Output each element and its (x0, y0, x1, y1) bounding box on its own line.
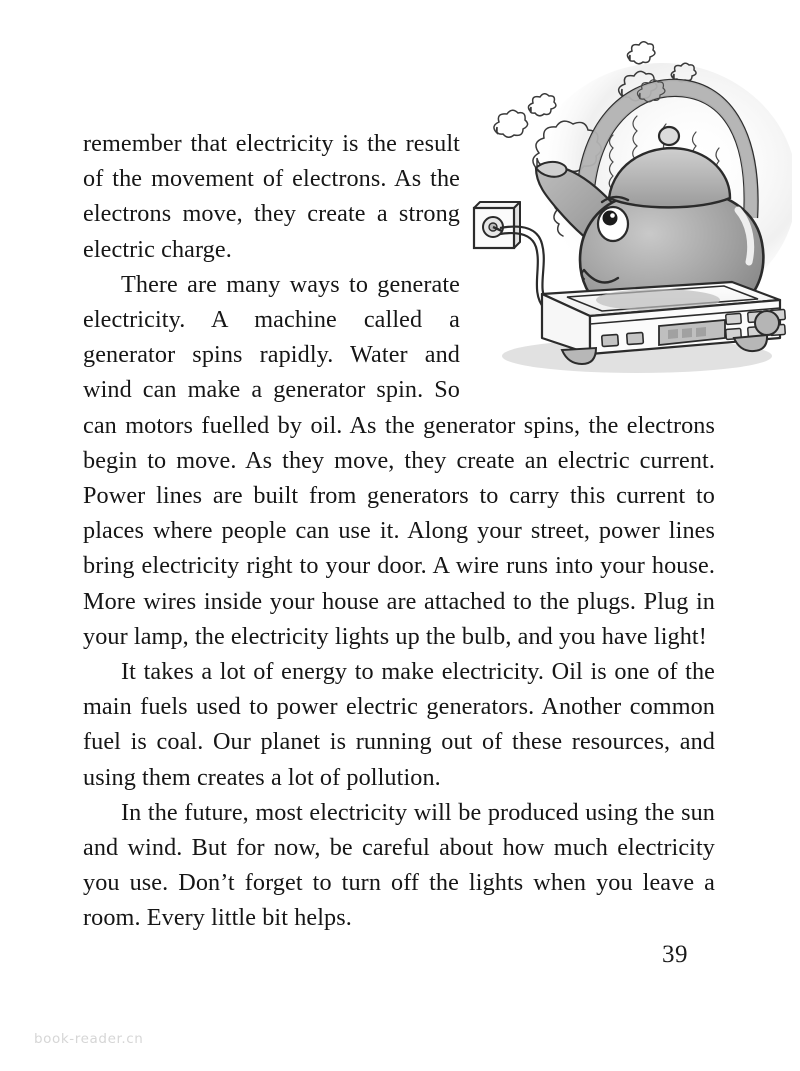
watermark: book-reader.cn (34, 1031, 144, 1047)
paragraph-4: In the future, most electricity will be produced using the sun and wind. But for now, be careful about how much electricity you use. Don’t forget to turn off the lights when you leave a room. Every little bit helps. (83, 798, 715, 932)
page-text-body (83, 126, 715, 936)
hotplate-button (726, 313, 742, 324)
hotplate-knob (755, 311, 779, 335)
paragraph-3: It takes a lot of energy to make electricity. Oil is one of the main fuels used to power electric generators. Another common fuel is coal. Our planet is running out of these resources, and using them creates a lot of pollution. (83, 658, 715, 791)
page-number: 39 (662, 941, 688, 968)
paragraph-1: remember that electricity is the result of the movement of electrons. As the electrons move, they create a strong electric charge. (83, 130, 460, 263)
illustration-text-wrap-spacer (460, 126, 715, 376)
paragraph-2: There are many ways to generate electricity. A machine called a generator spins rapidly. Water and wind can make a generator spin. So can motors fuelled by oil. As the generator spins, the electrons begin to move. As they move, they create an electric current. Power lines are built from generators to carry this current to places where people can use it. Along your street, power lines bring electricity right to your door. A wire runs into your house. More wires inside your house are attached to the plugs. Plug in your lamp, the electricity lights up the bulb, and you have light! (83, 270, 715, 650)
